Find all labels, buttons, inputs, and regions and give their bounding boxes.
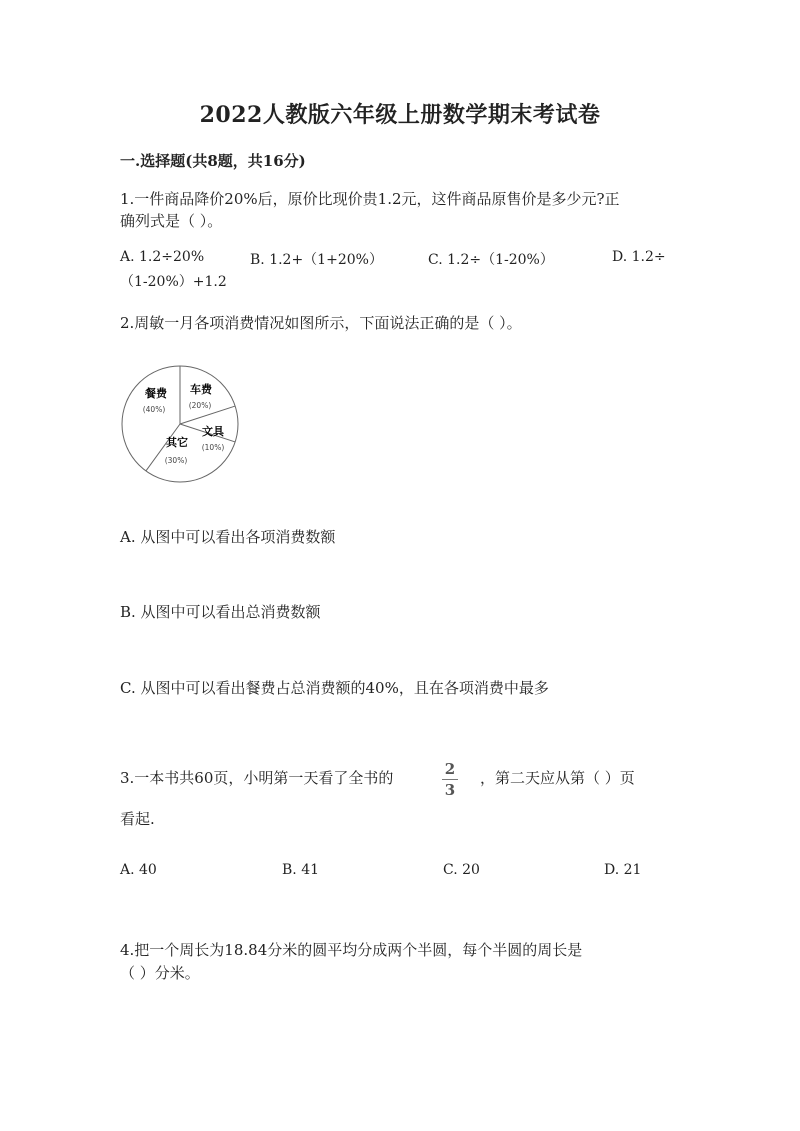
- q1-option-a[interactable]: A. 1.2÷20%: [120, 249, 205, 265]
- q4-text-line1: 4.把一个周长为18.84分米的圆平均分成两个半圆，每个半圆的周长是: [120, 941, 583, 959]
- q3-option-b[interactable]: B. 41: [282, 862, 320, 878]
- q3-text-line2: 看起.: [120, 810, 155, 828]
- pie-label-qita: 其它: [166, 436, 188, 449]
- q3-fraction-bar: [442, 779, 458, 780]
- q3-option-a[interactable]: A. 40: [120, 862, 157, 878]
- q3-option-d[interactable]: D. 21: [604, 862, 642, 878]
- pie-pct-wenju: (10%): [201, 443, 225, 452]
- q1-option-d-continued: （1-20%）+1.2: [120, 274, 227, 290]
- section-heading: 一.选择题(共8题，共16分): [120, 152, 306, 170]
- consumption-pie-chart: [118, 362, 242, 486]
- q2-option-a[interactable]: A. 从图中可以看出各项消费数额: [120, 528, 336, 546]
- q1-option-d[interactable]: D. 1.2÷: [612, 249, 666, 265]
- q2-option-b[interactable]: B. 从图中可以看出总消费数额: [120, 603, 321, 621]
- q3-text-part2: ，第二天应从第（ ）页: [480, 769, 635, 787]
- q3-option-c[interactable]: C. 20: [443, 862, 480, 878]
- q3-text-part1: 3.一本书共60页，小明第一天看了全书的: [120, 769, 394, 787]
- pie-pct-canfei: (40%): [142, 405, 166, 414]
- pie-pct-chefei: (20%): [188, 401, 212, 410]
- q1-text-line1: 1.一件商品降价20%后，原价比现价贵1.2元，这件商品原售价是多少元?正: [120, 190, 620, 208]
- q4-text-line2: （ ）分米。: [120, 964, 200, 982]
- q1-option-b[interactable]: B. 1.2+（1+20%）: [250, 252, 383, 268]
- q3-fraction-denominator: 3: [444, 781, 456, 799]
- pie-label-wenju: 文具: [202, 425, 224, 438]
- q1-option-c[interactable]: C. 1.2÷（1-20%）: [428, 252, 554, 268]
- page-title: 2022人教版六年级上册数学期末考试卷: [199, 102, 601, 128]
- q2-text: 2.周敏一月各项消费情况如图所示，下面说法正确的是（ ）。: [120, 314, 522, 332]
- pie-pct-qita: (30%): [164, 456, 188, 465]
- q3-fraction: [440, 760, 460, 799]
- q1-text-line2: 确列式是（ ）。: [120, 212, 223, 230]
- q2-option-c[interactable]: C. 从图中可以看出餐费占总消费额的40%，且在各项消费中最多: [120, 679, 549, 697]
- pie-label-chefei: 车费: [190, 383, 212, 396]
- pie-label-canfei: 餐费: [145, 387, 167, 400]
- q3-fraction-numerator: 2: [444, 760, 456, 778]
